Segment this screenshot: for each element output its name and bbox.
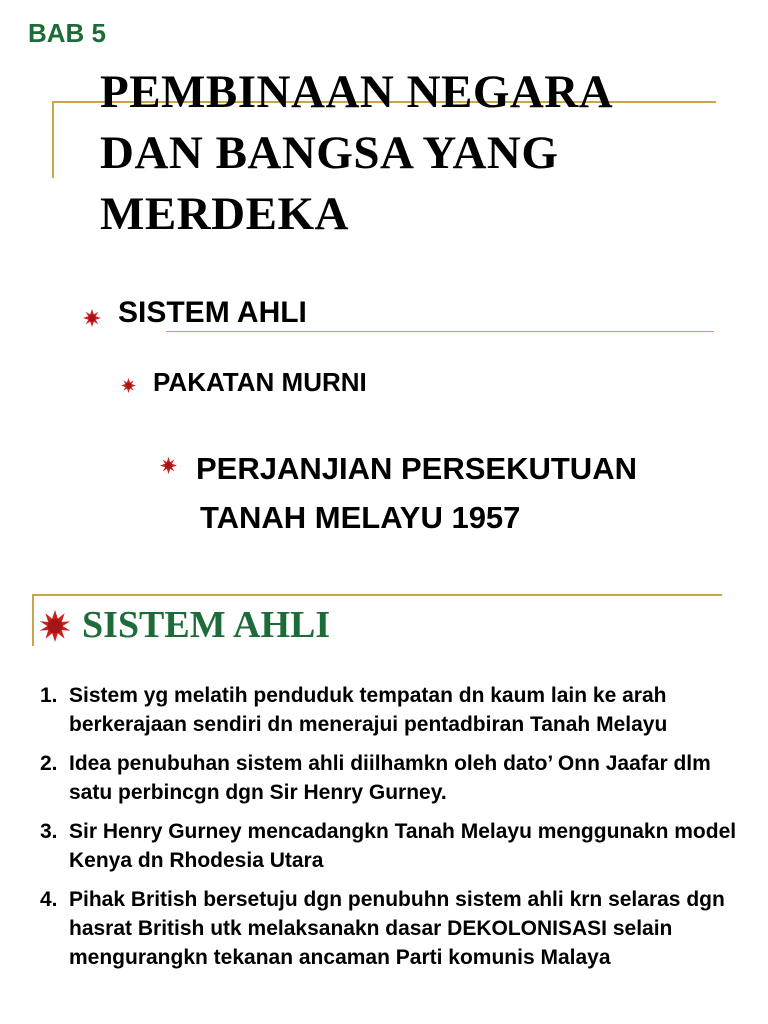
list-item	[0, 885, 768, 972]
title-line-3: MERDEKA	[100, 188, 349, 240]
list-item-text: Idea penubuhan sistem ahli diilhamkn oleh dato’ Onn Jaafar dlm satu perbincgn dgn Sir Henry Gurney.	[69, 752, 711, 804]
title-line-1: PEMBINAAN NEGARA	[100, 66, 614, 118]
bullet-perjanjian	[196, 444, 637, 542]
bullet-perjanjian-line-2: TANAH MELAYU 1957	[200, 500, 521, 535]
list-item	[0, 817, 768, 875]
list-item-text: Pihak British bersetuju dgn penubuhn sistem ahli krn selaras dgn hasrat British utk melaksanakn dasar DEKOLONISASI selain mengurangkn tekanan ancaman Parti komunis Malaya	[69, 888, 725, 969]
list-item-number: 3.	[40, 820, 58, 843]
list-item-number: 1.	[40, 684, 58, 707]
list-item-number: 4.	[40, 888, 58, 911]
section-starburst-icon	[39, 610, 71, 642]
bullet-sistem-ahli: SISTEM AHLI	[118, 296, 307, 329]
list-item	[0, 681, 768, 739]
bullet-starburst-icon	[160, 457, 177, 474]
numbered-list	[0, 681, 768, 982]
section-title: SISTEM AHLI	[82, 604, 331, 646]
page-title	[100, 62, 740, 245]
bullet-starburst-icon	[121, 378, 136, 393]
bullet-perjanjian-line-1: PERJANJIAN PERSEKUTUAN	[196, 451, 637, 486]
title-rule-vertical	[52, 101, 54, 178]
bullet-rule	[166, 331, 714, 332]
list-item	[0, 749, 768, 807]
title-line-2: DAN BANGSA YANG	[100, 127, 559, 179]
bullet-pakatan-murni: PAKATAN MURNI	[153, 367, 367, 397]
list-item-text: Sir Henry Gurney mencadangkn Tanah Melayu menggunakn model Kenya dn Rhodesia Utara	[69, 820, 737, 872]
section-rule-vertical	[32, 594, 34, 646]
bullet-starburst-icon	[83, 309, 101, 327]
list-item-number: 2.	[40, 752, 58, 775]
list-item-text: Sistem yg melatih penduduk tempatan dn kaum lain ke arah berkerajaan sendiri dn menerajui pentadbiran Tanah Melayu	[69, 684, 668, 736]
chapter-label: BAB 5	[28, 18, 107, 48]
section-rule-horizontal	[32, 594, 722, 596]
